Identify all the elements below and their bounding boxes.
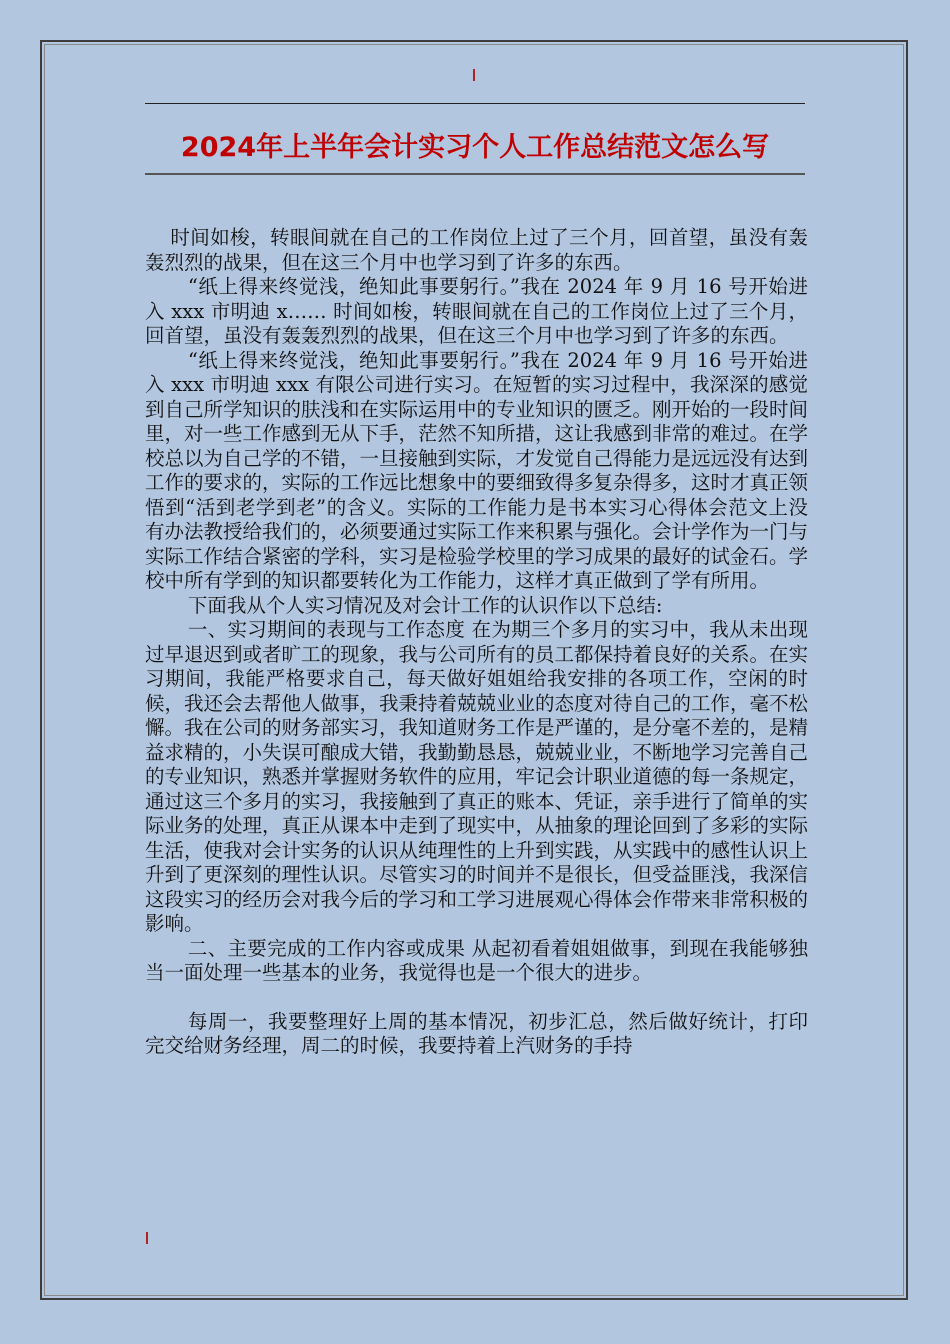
paragraph-section-2: 二、主要完成的工作内容或成果 从起初看着姐姐做事，到现在我能够独当一面处理一些基本的业务，我觉得也是一个很大的进步。 xyxy=(145,936,808,984)
paragraph-intro: 时间如梭，转眼间就在自己的工作岗位上过了三个月，回首望，虽没有轰轰烈烈的战果，但在这三个月中也学习到了许多的东西。 xyxy=(145,226,808,274)
paragraph-summary-intro: 下面我从个人实习情况及对会计工作的认识作以下总结: xyxy=(187,593,663,617)
header-rule xyxy=(145,103,805,104)
document-title: 2024年上半年会计实习个人工作总结范文怎么写 xyxy=(180,132,770,163)
paragraph-quote-2: “纸上得来终觉浅，绝知此事要躬行。”我在 2024 年 9 月 16 号开始进入 xxx 市明迪 xxx 有限公司进行实习。在短暂的实习过程中，我深深的感觉到自己所学知识的肤浅和在实际运用中的专业知识的匮乏。刚开始的一段时间里，对一些工作感到无从下手，茫然不知所措，这让我感到非常的难过。在学校总以为自己学的不错，一旦接触到实际，才发觉自己得能力是远远没有达到工作的要求的，实际的工作远比想象中的要细致得多复杂得多，这时才真正领悟到“活到老学到老”的含义。实际的工作能力是书本实习心得体会范文上没有办法教授给我们的，必须要通过实际工作来积累与强化。会计学作为一门与实际工作结合紧密的学科，实习是检验学校里的学习成果的最好的试金石。学校中所有学到的知识都要转化为工作能力，这样才真正做到了学有所用。 xyxy=(145,348,809,592)
title-underline xyxy=(145,173,805,175)
paragraph-section-1: 一、实习期间的表现与工作态度 在为期三个多月的实习中，我从未出现过早退迟到或者旷工的现象，我与公司所有的员工都保持着良好的关系。在实习期间，我能严格要求自己，每天做好姐姐给我安排的各项工作，空闲的时候，我还会去帮他人做事，我秉持着兢兢业业的态度对待自己的工作，毫不松懈。我在公司的财务部实习，我知道财务工作是严谨的，是分毫不差的，是精益求精的，小失误可酿成大错，我勤勤恳恳，兢兢业业，不断地学习完善自己的专业知识，熟悉并掌握财务软件的应用，牢记会计职业道德的每一条规定，通过这三个多月的实习，我接触到了真正的账本、凭证，亲手进行了简单的实际业务的处理，真正从课本中走到了现实中，从抽象的理论回到了多彩的实际生活，使我对会计实务的认识从纯理性的上升到实践，从实践中的感性认识上升到了更深刻的理性认识。尽管实习的时间并不是很长，但受益匪浅，我深信这段实习的经历会对我今后的学习和工学习进展观心得体会作带来非常积极的影响。 xyxy=(145,618,809,935)
header-cursor-mark xyxy=(473,69,475,81)
paragraph-weekly: 每周一，我要整理好上周的基本情况，初步汇总，然后做好统计，打印完交给财务经理，周二的时候，我要持着上汽财务的手持 xyxy=(145,1009,808,1057)
footer-cursor-mark xyxy=(146,1232,148,1244)
document-body xyxy=(145,226,808,1059)
paragraph-quote-1: “纸上得来终觉浅，绝知此事要躬行。”我在 2024 年 9 月 16 号开始进入 xxx 市明迪 x…… 时间如梭，转眼间就在自己的工作岗位上过了三个月，回首望，虽没有轰轰烈烈的战果，但在这三个月中也学习到了许多的东西。 xyxy=(145,275,808,347)
